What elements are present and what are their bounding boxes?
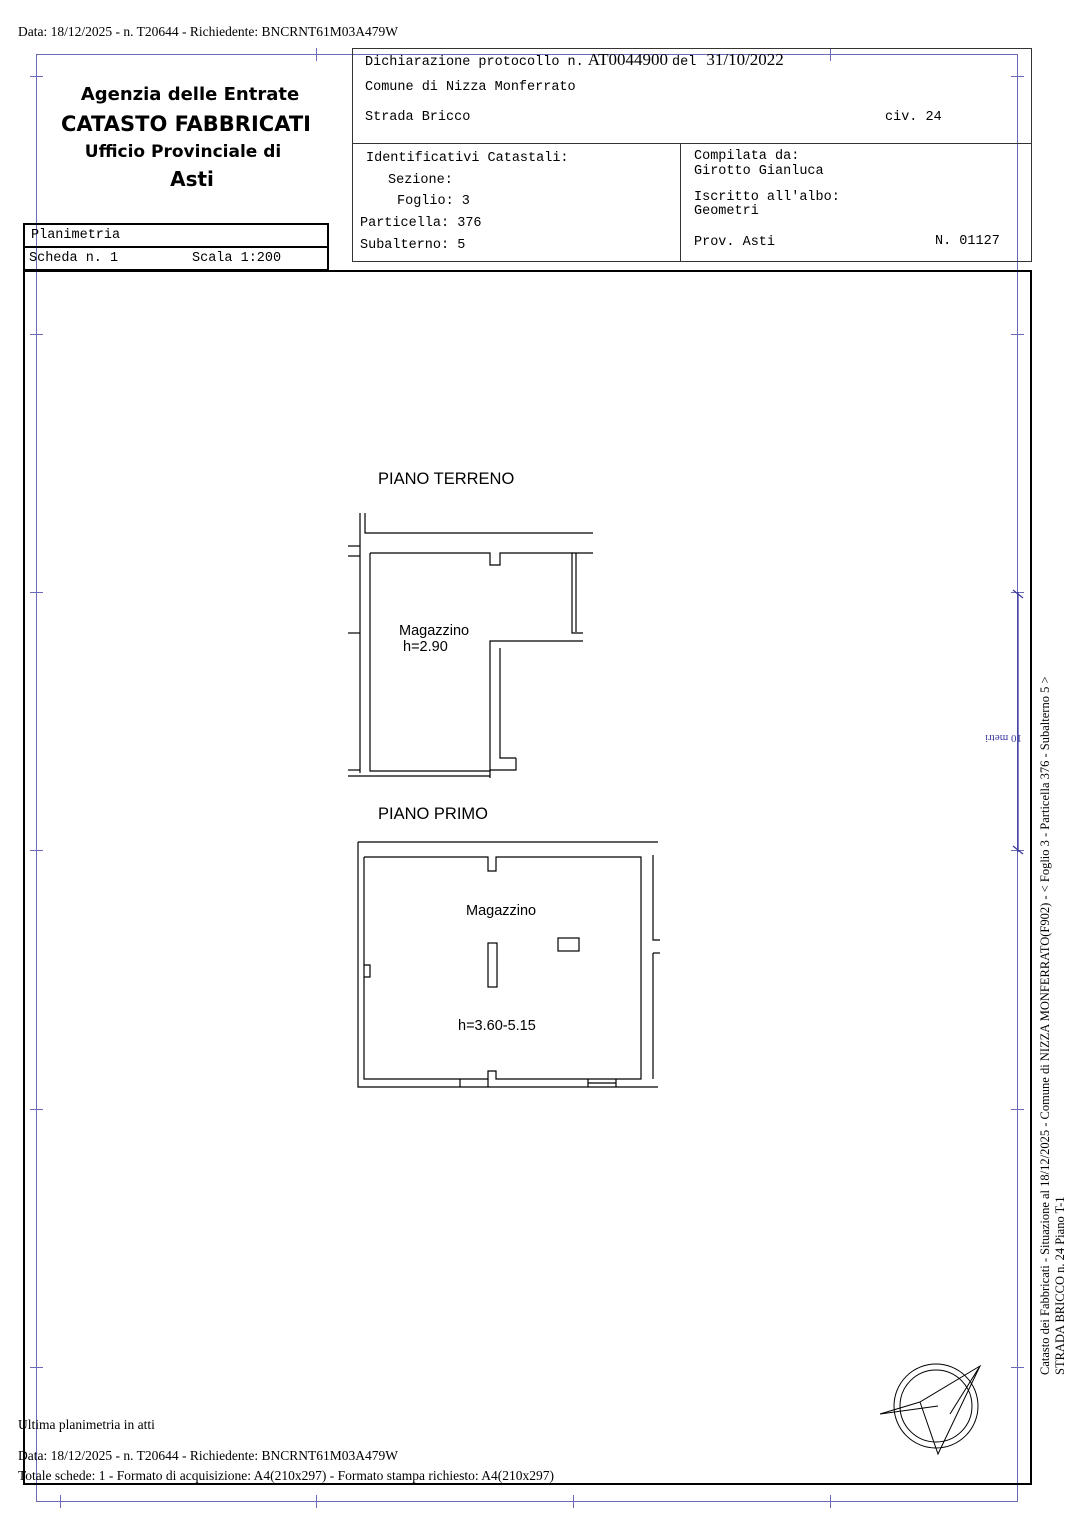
side-caption bbox=[1038, 676, 1068, 1375]
identifiers-title: Identificativi Catastali: bbox=[366, 151, 569, 166]
agency-department: CATASTO FABBRICATI bbox=[61, 112, 311, 136]
compiler-name: Girotto Gianluca bbox=[694, 164, 824, 179]
protocol-number: AT0044900 bbox=[587, 50, 669, 69]
sezione: Sezione: bbox=[388, 173, 453, 188]
agency-name: Agenzia delle Entrate bbox=[80, 84, 300, 105]
footer-request-line: Data: 18/12/2025 - n. T20644 - Richiedente: BNCRNT61M03A479W bbox=[18, 1448, 398, 1463]
foglio: Foglio: 3 bbox=[397, 194, 470, 209]
scale-bar bbox=[1010, 588, 1026, 858]
planimetria-title: Planimetria bbox=[31, 228, 121, 243]
agency-office: Ufficio Provinciale di bbox=[84, 142, 282, 162]
declaration-del: del bbox=[672, 55, 697, 70]
first-room-label: Magazzino bbox=[466, 903, 537, 919]
first-room-height: h=3.60-5.15 bbox=[458, 1018, 536, 1034]
scale-bar-label: 10 metri bbox=[985, 732, 1022, 744]
strada: Strada Bricco bbox=[365, 110, 471, 125]
first-floor-plan bbox=[350, 835, 665, 1095]
last-plan-note: Ultima planimetria in atti bbox=[18, 1417, 155, 1432]
first-floor-title: PIANO PRIMO bbox=[378, 805, 489, 823]
side-caption-line2: STRADA BRICCO n. 24 Piano T-1 bbox=[1053, 1196, 1067, 1375]
province: Prov. Asti bbox=[694, 235, 776, 250]
declaration-prefix: Dichiarazione protocollo n. bbox=[365, 55, 584, 70]
footer-format-line: Totale schede: 1 - Formato di acquisizione: A4(210x297) - Formato stampa richiesto: A4(210x297) bbox=[18, 1468, 554, 1483]
albo-label: Iscritto all'albo: bbox=[694, 190, 840, 205]
protocol-date: 31/10/2022 bbox=[706, 50, 784, 69]
north-arrow-icon bbox=[876, 1358, 986, 1458]
agency-province: Asti bbox=[170, 167, 214, 191]
civico: civ. 24 bbox=[885, 110, 942, 125]
compiler-label: Compilata da: bbox=[694, 149, 800, 164]
albo-value: Geometri bbox=[694, 204, 759, 219]
ground-floor-title: PIANO TERRENO bbox=[378, 470, 515, 488]
comune: Comune di Nizza Monferrato bbox=[365, 80, 576, 95]
ground-floor-plan bbox=[340, 508, 600, 778]
scale: Scala 1:200 bbox=[192, 251, 282, 266]
scheda-number: Scheda n. 1 bbox=[29, 251, 119, 266]
registration-number: N. 01127 bbox=[935, 234, 1000, 249]
ground-room-height: h=2.90 bbox=[403, 639, 448, 655]
declaration-line bbox=[365, 50, 784, 70]
particella: Particella: 376 bbox=[360, 216, 482, 231]
subalterno: Subalterno: 5 bbox=[360, 238, 466, 253]
ground-room-label: Magazzino bbox=[399, 623, 470, 639]
header-request-line: Data: 18/12/2025 - n. T20644 - Richiedente: BNCRNT61M03A479W bbox=[18, 24, 398, 39]
side-caption-line1: Catasto dei Fabbricati - Situazione al 18/12/2025 - Comune di NIZZA MONFERRATO(F902) - < Foglio 3 - Particella 376 - Subalterno 5 > bbox=[1038, 676, 1052, 1375]
planimetria-divider bbox=[23, 246, 329, 248]
